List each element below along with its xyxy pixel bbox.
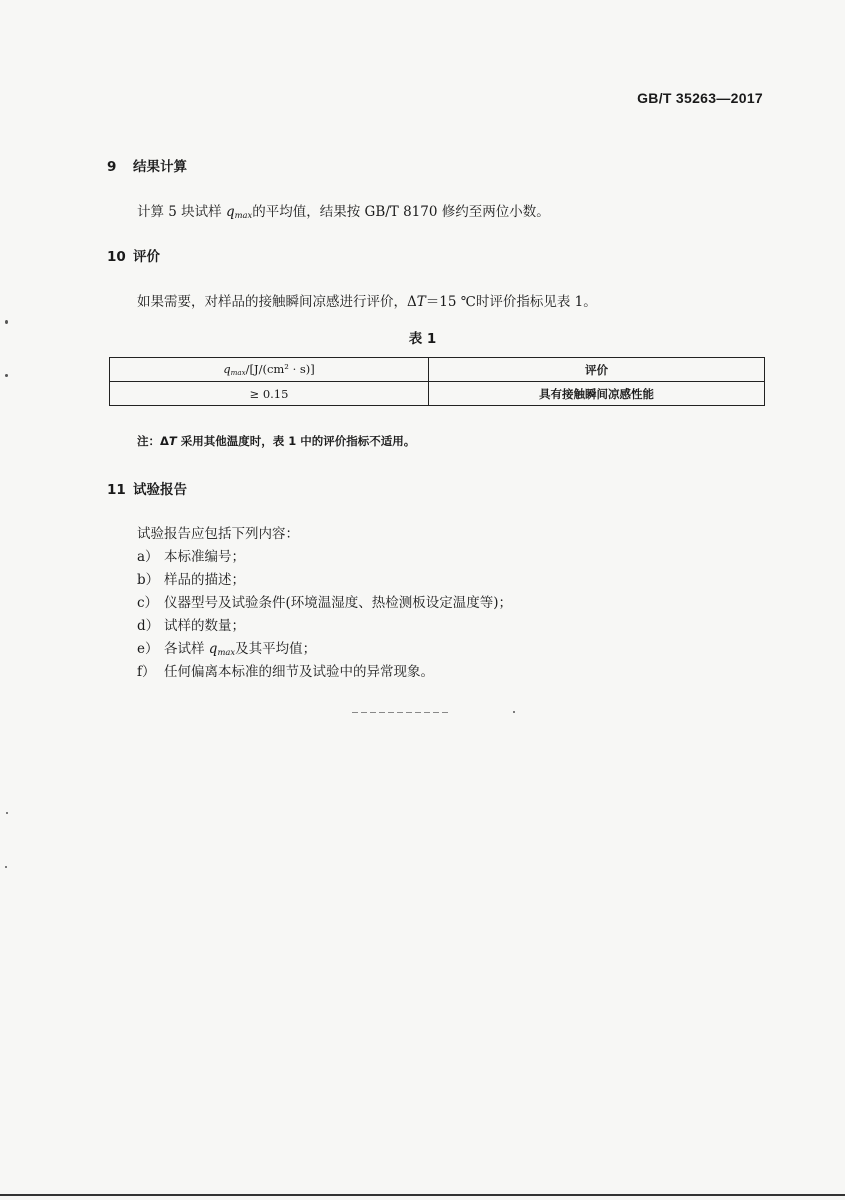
section-10-heading: [107, 245, 160, 265]
list-text: 及其平均值；: [235, 641, 317, 657]
list-text: 仪器型号及试验条件(环境温湿度、热检测板设定温度等)；: [164, 595, 513, 611]
text-segment: 的平均值，结果按 GB/T 8170 修约至两位小数。: [252, 204, 550, 220]
standard-code: GB/T 35263—2017: [637, 90, 763, 106]
list-mark: f）: [137, 664, 156, 680]
scan-speck: [6, 812, 8, 814]
section-title: 试验报告: [133, 482, 187, 498]
scan-speck: [513, 711, 515, 713]
cell-threshold: ≥ 0.15: [110, 382, 429, 406]
q-symbol: q: [208, 641, 218, 657]
section-11-heading: [107, 478, 187, 498]
section-9-text: [137, 200, 550, 220]
section-9-heading: [107, 155, 187, 175]
scan-speck: [5, 320, 8, 324]
section-10-text: [137, 290, 597, 310]
section-number: 10: [107, 249, 126, 265]
list-mark: a）: [137, 549, 159, 565]
page-bottom-edge: [0, 1194, 845, 1196]
header-cell-evaluation: 评价: [429, 358, 765, 382]
text-segment: 计算 5 块试样: [137, 204, 226, 220]
t-symbol: T: [416, 294, 426, 310]
section-title: 结果计算: [133, 159, 187, 175]
q-subscript: max: [230, 367, 246, 377]
section-title: 评价: [133, 249, 160, 265]
header-cell-q: [110, 358, 429, 382]
text-segment: ＝15 ℃时评价指标见表 1。: [425, 294, 597, 310]
table-row: [110, 382, 765, 406]
list-item: [137, 637, 316, 657]
q-symbol: q: [225, 204, 235, 220]
list-item: [137, 591, 512, 611]
t-symbol: T: [168, 434, 177, 448]
text-segment: 采用其他温度时，表 1 中的评价指标不适用。: [176, 434, 416, 448]
list-item: [137, 568, 245, 588]
table-header-row: [110, 358, 765, 382]
table-caption: 表 1: [408, 331, 437, 347]
list-mark: b）: [137, 572, 160, 588]
q-symbol: q: [223, 362, 231, 377]
list-text: 试样的数量；: [164, 618, 245, 634]
list-text: 各试样: [164, 641, 209, 657]
text-segment: 注：Δ: [137, 434, 169, 448]
report-intro: 试验报告应包括下列内容：: [137, 526, 299, 542]
unit-text: /[J/(cm² · s)]: [245, 362, 315, 377]
list-item: [137, 545, 245, 565]
evaluation-table: [109, 357, 765, 406]
list-mark: c）: [137, 595, 159, 611]
list-mark: d）: [137, 618, 160, 634]
section-number: 11: [107, 482, 126, 498]
q-subscript: max: [217, 647, 236, 658]
cell-evaluation-result: 具有接触瞬间凉感性能: [429, 382, 765, 406]
list-item: [137, 660, 434, 680]
list-text: 本标准编号；: [164, 549, 245, 565]
table-note: [137, 433, 415, 449]
scan-speck: [5, 866, 7, 868]
scan-artifact-line: [352, 712, 450, 713]
text-segment: 如果需要，对样品的接触瞬间凉感进行评价，Δ: [137, 294, 417, 310]
scan-speck: [5, 374, 8, 377]
list-text: 样品的描述；: [164, 572, 245, 588]
list-item: [137, 614, 245, 634]
list-mark: e）: [137, 641, 159, 657]
section-number: 9: [107, 159, 117, 175]
list-text: 任何偏离本标准的细节及试验中的异常现象。: [164, 664, 434, 680]
q-subscript: max: [234, 210, 253, 221]
